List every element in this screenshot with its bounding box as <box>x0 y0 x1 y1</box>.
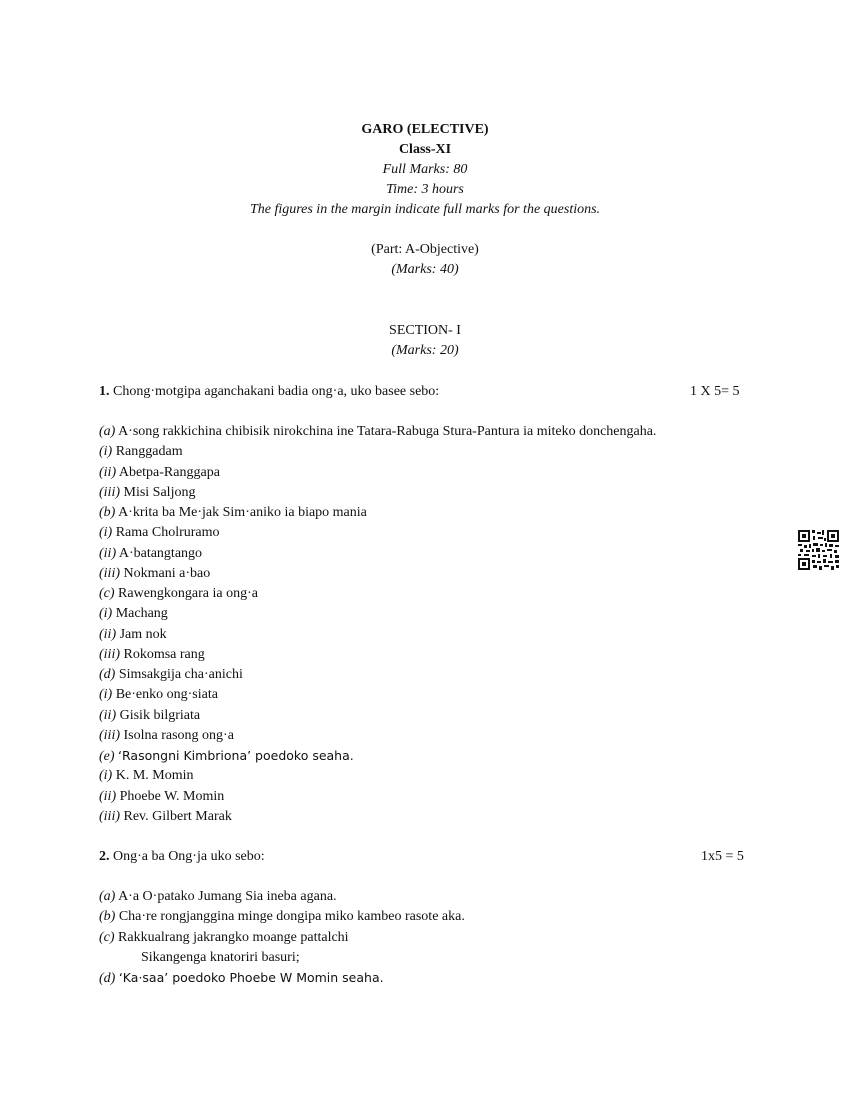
item-text: Rev. Gilbert Marak <box>123 808 232 824</box>
item-text: Rama Cholruramo <box>115 525 220 541</box>
option-item <box>99 604 168 624</box>
item-text: Cha·re rongjanggina minge dongipa miko kambeo rasote aka. <box>118 909 465 925</box>
item-text: Jam nok <box>119 626 167 642</box>
item-label: (b) <box>99 909 116 925</box>
question-1 <box>99 382 439 402</box>
item-text: K. M. Momin <box>115 768 194 784</box>
item-label: (i) <box>99 525 113 541</box>
item-label: (iii) <box>99 565 120 581</box>
item-text: Sikangenga knatoriri basuri; <box>141 949 300 965</box>
item-text: Rakkualrang jakrangko moange pattalchi <box>118 929 349 945</box>
item-label: (b) <box>99 505 116 520</box>
option-item <box>99 625 167 645</box>
option-item <box>99 442 183 462</box>
item-label: (iii) <box>99 808 120 824</box>
item-label: (i) <box>99 768 113 784</box>
question-text: Ong·a ba Ong·ja uko sebo: <box>113 849 265 864</box>
option-item <box>99 787 224 807</box>
item-label: (i) <box>99 687 113 703</box>
item-label: (iii) <box>99 484 120 500</box>
option-item <box>99 564 210 584</box>
section-marks: (Marks: 20) <box>391 343 459 358</box>
item-text: Simsakgija cha·anichi <box>118 667 243 682</box>
item-label: (d) <box>99 667 116 682</box>
question-item <box>99 968 384 989</box>
item-text: ‘Rasongni Kimbriona’ poedoko seaha. <box>118 748 354 763</box>
option-item <box>99 766 194 786</box>
item-text: A·a O·patako Jumang Sia ineba agana. <box>118 889 337 904</box>
qr-code-icon <box>798 530 839 570</box>
item-text: A·krita ba Me·jak Sim·aniko ia biapo mania <box>118 505 367 520</box>
item-label: (ii) <box>99 464 117 480</box>
question-number: 1. <box>99 384 110 399</box>
item-text: A·batangtango <box>118 545 203 561</box>
question-item <box>99 746 354 767</box>
question-item <box>99 907 465 927</box>
exam-title: GARO (ELECTIVE) <box>361 122 489 137</box>
item-label: (i) <box>99 606 113 622</box>
question-item <box>99 584 258 604</box>
option-item <box>99 483 195 503</box>
full-marks: Full Marks: 80 <box>382 162 468 177</box>
item-text: Gisik bilgriata <box>119 707 201 723</box>
question-1-marks: 1 X 5= 5 <box>690 384 740 399</box>
item-text: ‘Ka·saa’ poedoko Phoebe W Momin seaha. <box>118 970 384 985</box>
item-label: (d) <box>99 971 116 986</box>
option-item <box>99 726 234 746</box>
item-text: Be·enko ong·siata <box>115 687 218 703</box>
item-label: (c) <box>99 586 115 601</box>
item-text: Ranggadam <box>115 444 183 460</box>
item-text: Phoebe W. Momin <box>119 788 225 804</box>
question-2-marks: 1x5 = 5 <box>701 849 744 864</box>
item-text: Isolna rasong ong·a <box>123 727 234 743</box>
class-label: Class-XI <box>398 142 452 157</box>
item-label: (iii) <box>99 727 120 743</box>
item-label: (i) <box>99 444 113 460</box>
margin-note: The figures in the margin indicate full marks for the questions. <box>249 202 601 217</box>
item-text: A·song rakkichina chibisik nirokchina ine Tatara-Rabuga Stura-Pantura ia miteko donchengaha. <box>118 424 657 439</box>
option-item <box>99 645 205 665</box>
item-label: (ii) <box>99 707 117 723</box>
part-marks: (Marks: 40) <box>391 262 459 277</box>
item-text: Abetpa-Ranggapa <box>118 464 220 480</box>
item-label: (iii) <box>99 646 120 662</box>
question-item <box>99 887 337 907</box>
item-text: Machang <box>115 606 168 622</box>
question-item <box>99 928 349 948</box>
question-item <box>99 503 367 523</box>
option-item <box>99 463 220 483</box>
question-2 <box>99 847 265 867</box>
option-item <box>99 523 220 543</box>
option-item <box>99 544 202 564</box>
item-label: (ii) <box>99 788 117 804</box>
item-label: (c) <box>99 929 115 945</box>
option-item <box>99 807 232 827</box>
question-text: Chong·motgipa aganchakani badia ong·a, uko basee sebo: <box>113 384 440 399</box>
item-text: Rawengkongara ia ong·a <box>118 586 258 601</box>
item-label: (a) <box>99 424 116 439</box>
item-label: (ii) <box>99 626 117 642</box>
item-label: (ii) <box>99 545 117 561</box>
option-item <box>99 685 218 705</box>
question-number: 2. <box>99 849 110 864</box>
item-text: Misi Saljong <box>123 484 196 500</box>
item-text: Nokmani a·bao <box>123 565 211 581</box>
question-item <box>99 665 243 685</box>
item-text: Rokomsa rang <box>123 646 205 662</box>
option-item <box>99 706 200 726</box>
section-title: SECTION- I <box>389 323 461 338</box>
time-allowed: Time: 3 hours <box>386 182 464 197</box>
part-label: (Part: A-Objective) <box>371 242 479 257</box>
question-item <box>141 948 300 968</box>
item-label: (a) <box>99 889 116 904</box>
item-label: (e) <box>99 749 115 764</box>
question-item <box>99 422 656 442</box>
